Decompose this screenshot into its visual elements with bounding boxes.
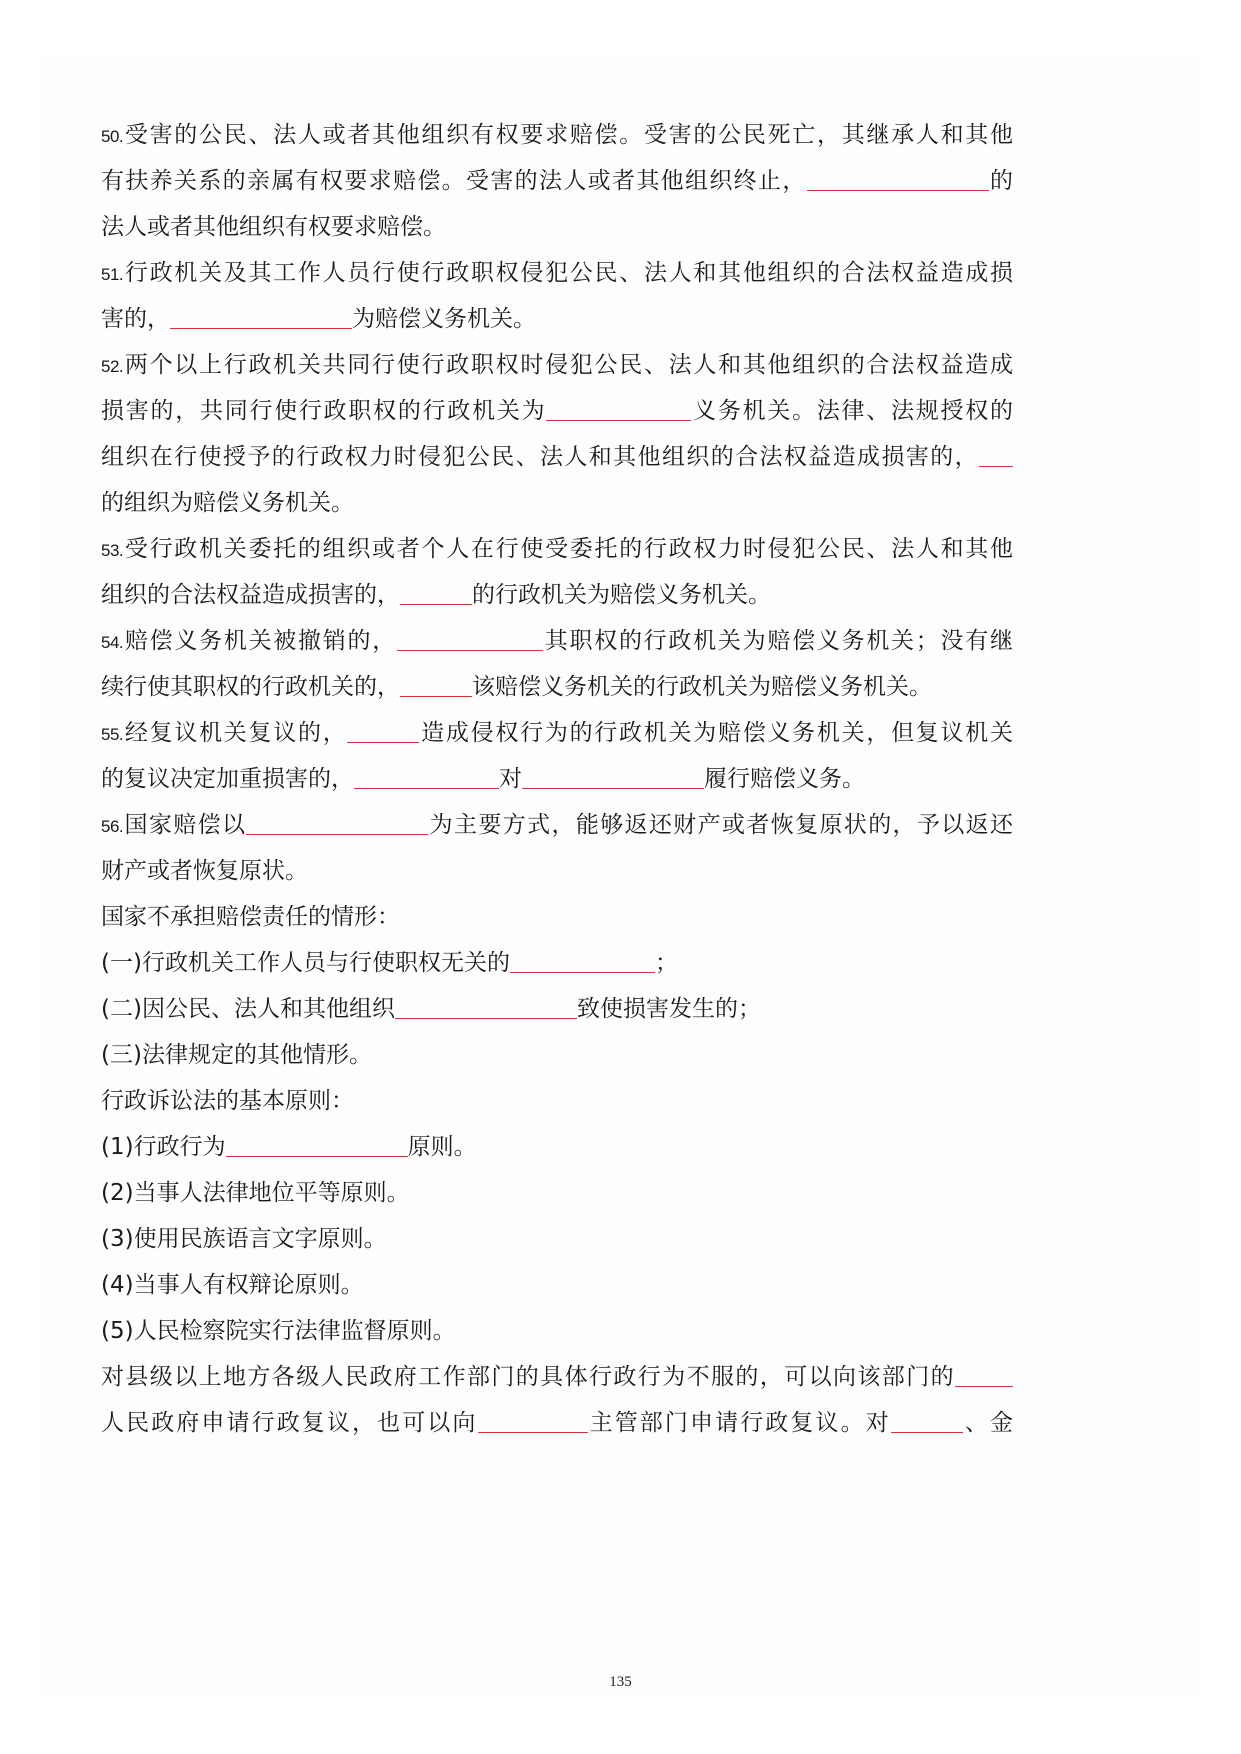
question-text: 有扶养关系的亲属有权要求赔偿。受害的法人或者其他组织终止， [101, 168, 807, 194]
question-text: 国家赔偿以 [123, 812, 247, 838]
question-text: 损害的，共同行使行政职权的行政机关为 [101, 398, 547, 424]
q53-line-1 [101, 526, 1013, 572]
fill-in-blank[interactable] [510, 950, 655, 973]
q50-line-3 [101, 204, 1013, 250]
question-number: 53. [101, 541, 124, 560]
question-text: 财产或者恢复原状。 [101, 858, 308, 884]
question-text: 义务机关。法律、法规授权的 [691, 398, 1014, 424]
fill-in-blank[interactable] [546, 398, 691, 421]
question-text: 其职权的行政机关为赔偿义务机关；没有继 [543, 628, 1014, 654]
principle-item-3 [101, 1216, 1013, 1262]
list-item-text: (5)人民检察院实行法律监督原则。 [101, 1318, 456, 1344]
fill-in-blank[interactable] [979, 444, 1013, 467]
reconsideration-line-1 [101, 1354, 1013, 1400]
fill-in-blank[interactable] [807, 168, 989, 191]
question-text: 法人或者其他组织有权要求赔偿。 [101, 214, 446, 240]
q52-line-3 [101, 434, 1013, 480]
question-text: 组织在行使授予的行政权力时侵犯公民、法人和其他组织的合法权益造成损害的， [101, 444, 979, 470]
principles-heading [101, 1078, 1013, 1124]
q54-line-2 [101, 664, 1013, 710]
paragraph-text: 、金 [962, 1410, 1014, 1436]
reconsideration-line-2 [101, 1400, 1013, 1446]
no-liability-item-3 [101, 1032, 1013, 1078]
question-text: 的组织为赔偿义务机关。 [101, 490, 354, 516]
question-text: 对 [499, 766, 522, 792]
document-content [101, 112, 1013, 1446]
page-number: 135 [609, 1674, 632, 1690]
question-number: 52. [101, 357, 124, 376]
fill-in-blank[interactable] [170, 306, 352, 329]
question-number: 56. [101, 817, 124, 836]
principle-item-2 [101, 1170, 1013, 1216]
question-text: 造成侵权行为的行政机关为赔偿义务机关，但复议机关 [419, 720, 1014, 746]
list-item-text: (2)当事人法律地位平等原则。 [101, 1180, 410, 1206]
fill-in-blank[interactable] [347, 720, 419, 743]
fill-in-blank[interactable] [397, 628, 543, 651]
q55-line-2 [101, 756, 1013, 802]
section-heading: 行政诉讼法的基本原则： [101, 1088, 354, 1114]
question-number: 51. [101, 265, 124, 284]
list-item-text: 致使损害发生的； [576, 996, 761, 1022]
q50-line-1 [101, 112, 1013, 158]
principle-item-1 [101, 1124, 1013, 1170]
question-number: 54. [101, 633, 124, 652]
paragraph-text: 人民政府申请行政复议，也可以向 [101, 1410, 478, 1436]
q54-line-1 [101, 618, 1013, 664]
q53-line-2 [101, 572, 1013, 618]
q55-line-1 [101, 710, 1013, 756]
q50-line-2 [101, 158, 1013, 204]
q52-line-1 [101, 342, 1013, 388]
fill-in-blank[interactable] [522, 766, 704, 789]
no-liability-item-1 [101, 940, 1013, 986]
question-text: 行政机关及其工作人员行使行政职权侵犯公民、法人和其他组织的合法权益造成损 [123, 260, 1013, 286]
fill-in-blank[interactable] [955, 1364, 1013, 1387]
list-item-text: (一)行政机关工作人员与行使职权无关的 [101, 950, 510, 976]
principle-item-4 [101, 1262, 1013, 1308]
list-item-text: (1)行政行为 [101, 1134, 226, 1160]
question-text: 受害的公民、法人或者其他组织有权要求赔偿。受害的公民死亡，其继承人和其他 [123, 122, 1013, 148]
no-liability-item-2 [101, 986, 1013, 1032]
question-text: 为主要方式，能够返还财产或者恢复原状的，予以返还 [428, 812, 1014, 838]
question-text: 的行政机关为赔偿义务机关。 [472, 582, 771, 608]
q56-line-1 [101, 802, 1013, 848]
question-text: 赔偿义务机关被撤销的， [123, 628, 397, 654]
principle-item-5 [101, 1308, 1013, 1354]
fill-in-blank[interactable] [478, 1410, 588, 1433]
list-item-text: (二)因公民、法人和其他组织 [101, 996, 395, 1022]
question-text: 为赔偿义务机关。 [352, 306, 536, 332]
question-text: 害的， [101, 306, 170, 332]
q51-line-2 [101, 296, 1013, 342]
fill-in-blank[interactable] [354, 766, 499, 789]
no-liability-heading [101, 894, 1013, 940]
fill-in-blank[interactable] [400, 582, 472, 605]
question-number: 50. [101, 127, 124, 146]
section-heading: 国家不承担赔偿责任的情形： [101, 904, 400, 930]
fill-in-blank[interactable] [246, 812, 428, 835]
fill-in-blank[interactable] [226, 1134, 408, 1157]
list-item-text: 原则。 [407, 1134, 477, 1160]
question-text: 组织的合法权益造成损害的， [101, 582, 400, 608]
question-number: 55. [101, 725, 124, 744]
list-item-text: (三)法律规定的其他情形。 [101, 1042, 372, 1068]
list-item-text: (4)当事人有权辩论原则。 [101, 1272, 364, 1298]
q52-line-2 [101, 388, 1013, 434]
q52-line-4 [101, 480, 1013, 526]
list-item-text: (3)使用民族语言文字原则。 [101, 1226, 387, 1252]
paragraph-text: 对县级以上地方各级人民政府工作部门的具体行政行为不服的，可以向该部门的 [101, 1364, 955, 1390]
paragraph-text: 主管部门申请行政复议。对 [587, 1410, 891, 1436]
fill-in-blank[interactable] [891, 1410, 963, 1433]
list-item-text: ； [654, 950, 678, 976]
question-text: 该赔偿义务机关的行政机关为赔偿义务机关。 [472, 674, 932, 700]
question-text: 的 [988, 168, 1014, 194]
q51-line-1 [101, 250, 1013, 296]
fill-in-blank[interactable] [400, 674, 472, 697]
q56-line-2 [101, 848, 1013, 894]
question-text: 的复议决定加重损害的， [101, 766, 354, 792]
question-text: 续行使其职权的行政机关的， [101, 674, 400, 700]
question-text: 受行政机关委托的组织或者个人在行使受委托的行政权力时侵犯公民、法人和其他 [123, 536, 1013, 562]
question-text: 两个以上行政机关共同行使行政职权时侵犯公民、法人和其他组织的合法权益造成 [123, 352, 1013, 378]
fill-in-blank[interactable] [395, 996, 577, 1019]
question-text: 履行赔偿义务。 [704, 766, 865, 792]
question-text: 经复议机关复议的， [123, 720, 348, 746]
